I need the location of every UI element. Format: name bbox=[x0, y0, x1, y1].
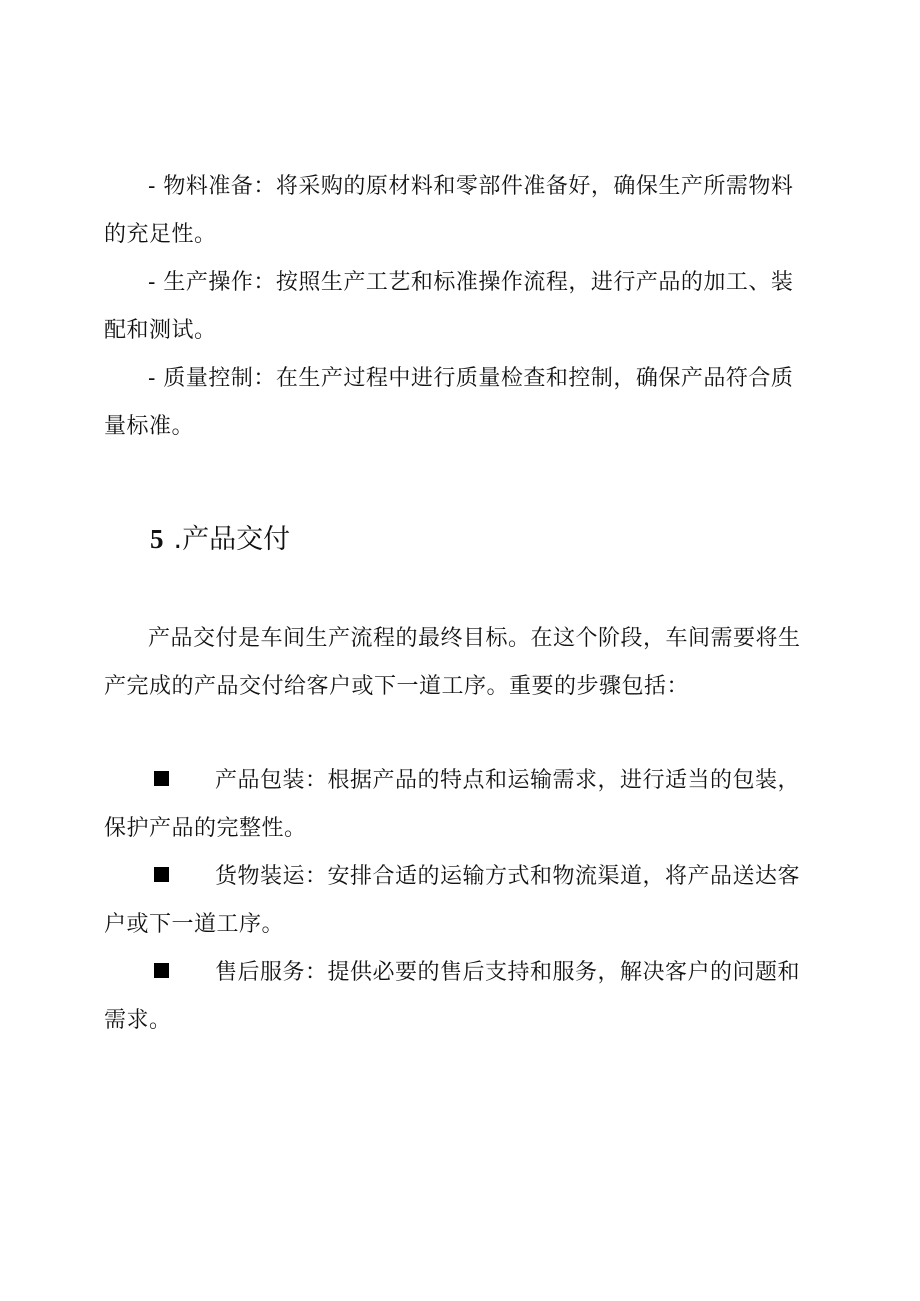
production-step-material-prep: - 物料准备：将采购的原材料和零部件准备好，确保生产所需物料的充足性。 bbox=[104, 174, 794, 247]
square-bullet-icon bbox=[154, 771, 169, 786]
delivery-step-text: 售后服务：提供必要的售后支持和服务，解决客户的问题和需求。 bbox=[104, 960, 801, 1033]
intro-paragraph: 产品交付是车间生产流程的最终目标。在这个阶段，车间需要将生产完成的产品交付给客户或下一道工序。重要的步骤包括： bbox=[104, 626, 801, 699]
delivery-step-packaging bbox=[104, 757, 820, 853]
delivery-step-text: 货物装运：安排合适的运输方式和物流渠道，将产品送达客户或下一道工序。 bbox=[104, 864, 801, 937]
square-bullet-icon bbox=[154, 963, 169, 978]
production-step-operation: - 生产操作：按照生产工艺和标准操作流程，进行产品的加工、装配和测试。 bbox=[104, 270, 794, 343]
section-title-text: .产品交付 bbox=[173, 524, 291, 555]
section-heading bbox=[150, 515, 290, 564]
production-step-quality-control: - 质量控制：在生产过程中进行质量检查和控制，确保产品符合质量标准。 bbox=[104, 366, 794, 439]
delivery-step-shipping bbox=[104, 853, 820, 949]
section-number: 5 bbox=[150, 524, 164, 554]
square-bullet-icon bbox=[154, 867, 169, 882]
delivery-step-after-sales bbox=[104, 949, 820, 1045]
delivery-step-text: 产品包装：根据产品的特点和运输需求，进行适当的包装，保护产品的完整性。 bbox=[104, 768, 801, 841]
